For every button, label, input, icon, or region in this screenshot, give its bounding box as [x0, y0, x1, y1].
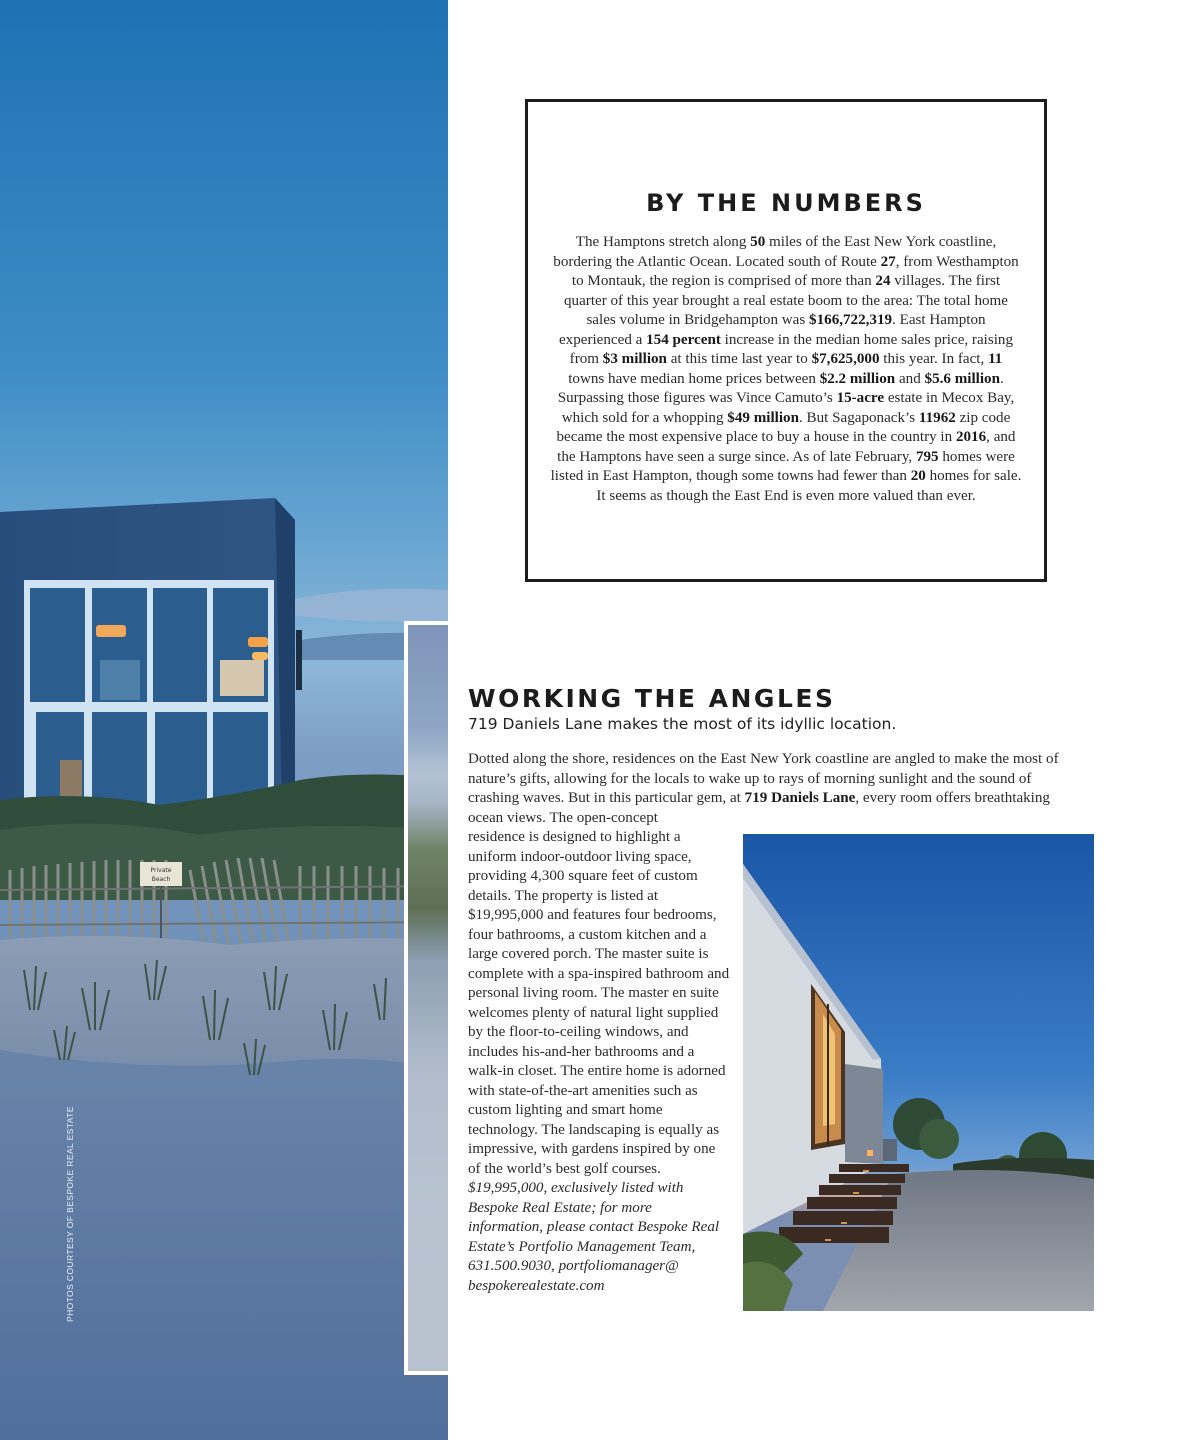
decorative-frame-strip	[404, 621, 448, 1375]
beach-house-photo	[0, 0, 448, 1440]
text-run: at this time last year to	[666, 351, 812, 367]
text-run: this year. In fact,	[879, 351, 989, 367]
bold-figure: $2.2 million	[819, 370, 896, 387]
italic-contact-text: $19,995,000, exclusively listed with Bespoke Real Estate; for more information, please contact Bespoke Real Estate’s Portfolio Management Team, 631.500.9030, portfoliomanager@ bespokerealestate.com	[468, 1180, 720, 1294]
by-the-numbers-body	[550, 233, 1022, 506]
text-run: , every room offers breathtaking ocean views. The open-concept	[468, 790, 1050, 826]
text-run: and	[895, 370, 925, 387]
text-run: zip code became the most expensive place to buy a house in the country in	[556, 409, 1011, 445]
by-the-numbers-box	[525, 99, 1047, 582]
bold-figure: 24	[875, 273, 891, 289]
text-run: homes were listed in East Hampton, though some towns had fewer than	[550, 448, 1015, 484]
bold-figure: $7,625,000	[811, 351, 880, 367]
article-lead-paragraph	[468, 750, 1074, 828]
article-body-column	[468, 828, 730, 1296]
bold-figure: 11962	[918, 409, 956, 426]
text-run: homes for sale. It seems as though the East End is even more valued than ever.	[596, 468, 1022, 504]
text-run: villages. The first quarter of this year brought a real estate boom to the area: The total home sales volume in Bridgehampton was	[564, 273, 1008, 328]
bold-figure: 11	[988, 351, 1003, 367]
bold-figure: $49 million	[727, 409, 799, 426]
bold-figure: 50	[750, 234, 766, 250]
article-title: WORKING THE ANGLES	[468, 684, 836, 713]
text-run: estate in Mecox Bay, which sold for a whopping	[561, 390, 1015, 426]
private-beach-sign-line-2: Beach	[151, 876, 171, 883]
by-the-numbers-title: BY THE NUMBERS	[646, 189, 926, 217]
text-run: Dotted along the shore, residences on the East New York coastline are angled to make the most of nature’s gifts, allowing for the locals to wake up to rays of morning sunlight and the sound of crashing waves. But in this particular gem, at	[468, 751, 1059, 806]
bold-figure: 15-acre	[836, 390, 885, 406]
text-run: towns have median home prices between	[568, 370, 820, 387]
text-run: , and the Hamptons have seen a surge since. As of late February,	[557, 429, 1016, 465]
bold-figure: 2016	[955, 429, 987, 445]
bold-figure: $166,722,319	[809, 312, 893, 328]
bold-figure: 795	[915, 448, 939, 465]
bold-figure: 154 percent	[646, 331, 721, 348]
text-run: . But Sagaponack’s	[799, 409, 919, 426]
bold-figure: 20	[910, 468, 926, 484]
bold-figure: $3 million	[602, 351, 667, 367]
bold-figure: 27	[880, 253, 896, 270]
article-subtitle: 719 Daniels Lane makes the most of its idyllic location.	[468, 715, 897, 733]
text-run: increase in the median home sales price, raising from	[569, 331, 1014, 367]
bold-figure: $5.6 million	[924, 370, 1000, 387]
private-beach-sign-line-1: Private	[150, 867, 172, 874]
bold-figure: 719 Daniels Lane	[744, 790, 856, 806]
photo-credit: PHOTOS COURTESY OF BESPOKE REAL ESTATE	[65, 1106, 75, 1322]
modern-house-exterior-photo	[743, 834, 1094, 1311]
text-run: miles of the East New York coastline, bordering the Atlantic Ocean. Located south of Route	[553, 234, 997, 270]
text-run: residence is designed to highlight a uniform indoor-outdoor living space, providing 4,300 square feet of custom details. The property is listed at $19,995,000 and features four bedrooms, four bathrooms, a custom kitchen and a large covered porch. The master suite is complete with a spa-inspired bathroom and personal living room. The master en suite welcomes plenty of natural light supplied by the floor-to-ceiling windows, and includes his-and-her bathrooms and a walk-in closet. The entire home is adorned with state-of-the-art amenities such as custom lighting and smart home technology. The landscaping is equally as impressive, with gardens inspired by one of the world’s best golf courses.	[468, 829, 730, 1177]
text-run: . Surpassing those figures was Vince Camuto’s	[557, 370, 1004, 406]
text-run: The Hamptons stretch along	[575, 234, 751, 250]
text-run: . East Hampton experienced a	[558, 312, 986, 348]
text-run: , from Westhampton to Montauk, the region is comprised of more than	[571, 253, 1019, 289]
